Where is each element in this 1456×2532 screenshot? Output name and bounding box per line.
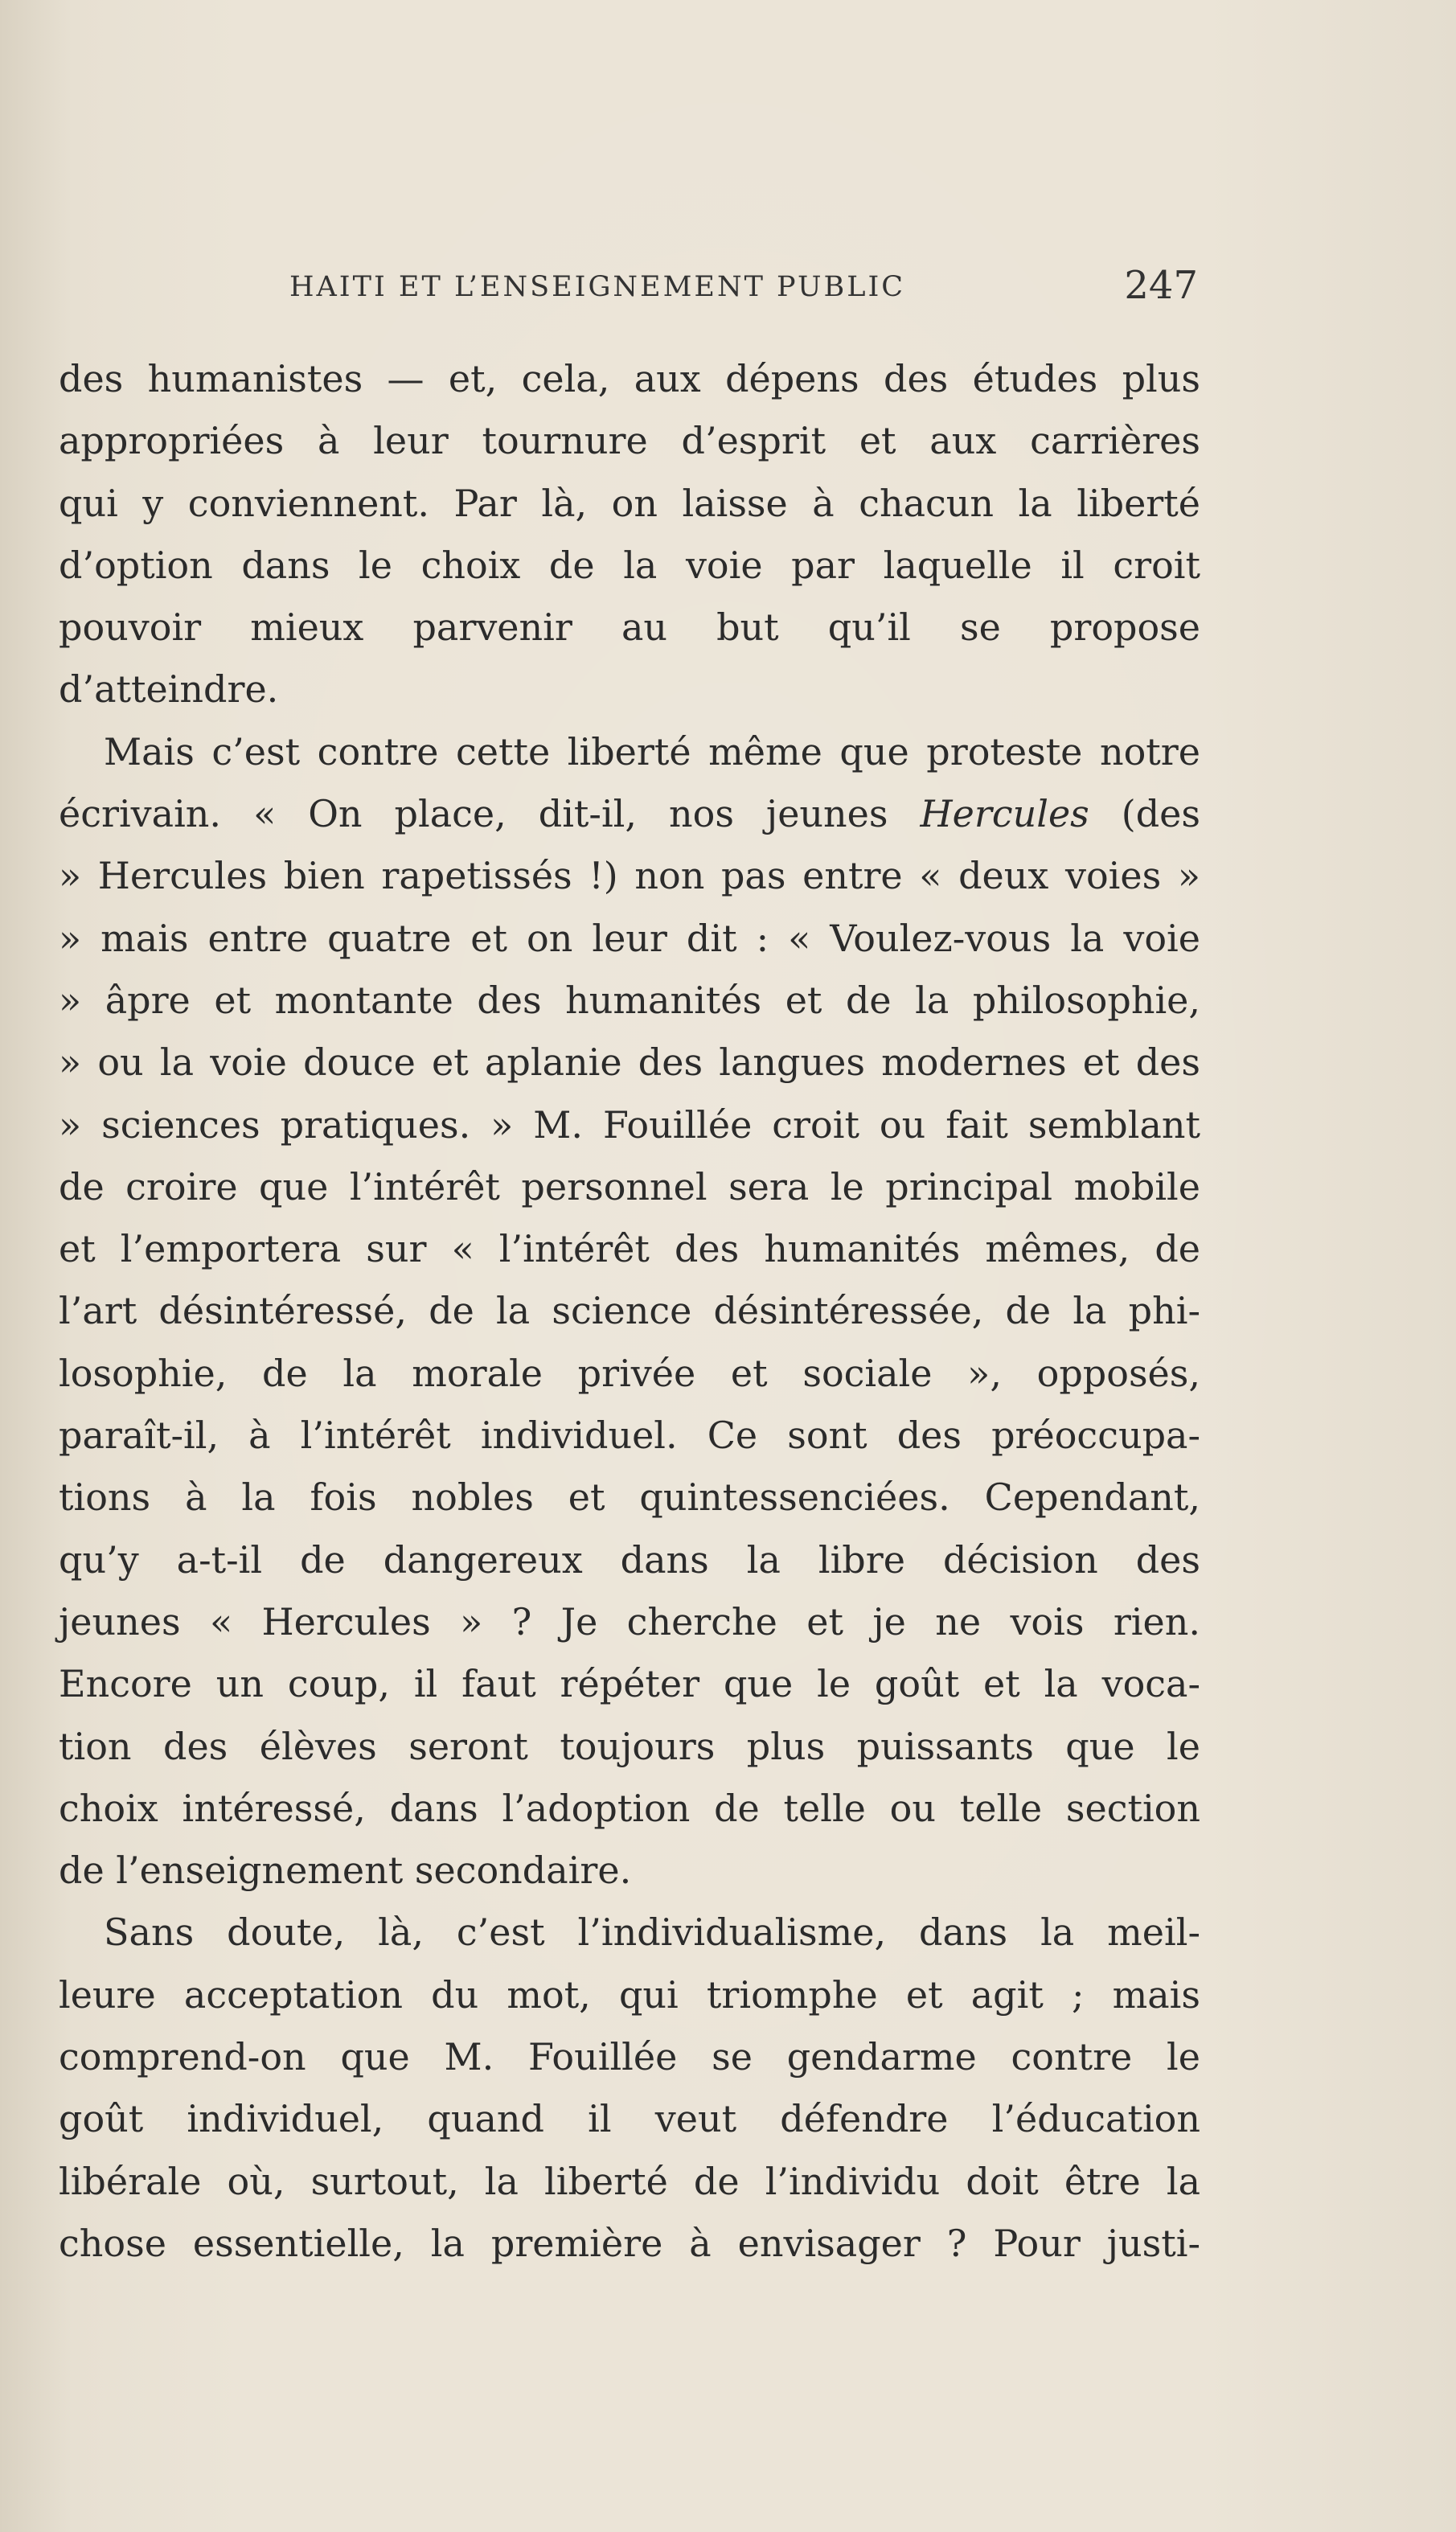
- text-line: » ou la voie douce et aplanie des langues modernes et des: [59, 1040, 1200, 1085]
- text-line: comprend-on que M. Fouillée se gendarme contre le: [59, 2035, 1200, 2079]
- text-line: appropriées à leur tournure d’esprit et aux carrières: [59, 419, 1200, 463]
- text-line: l’art désintéressé, de la science désintéressée, de la phi-: [59, 1289, 1200, 1333]
- text-line: goût individuel, quand il veut défendre l’éducation: [59, 2097, 1200, 2141]
- text-line: tion des élèves seront toujours plus puissants que le: [59, 1724, 1200, 1768]
- text-line: pouvoir mieux parvenir au but qu’il se propose: [59, 605, 1200, 650]
- text-line: chose essentielle, la première à envisager ? Pour justi-: [59, 2221, 1200, 2265]
- text-line: d’atteindre.: [59, 667, 279, 712]
- text-line: tions à la fois nobles et quintessenciées. Cependant,: [59, 1475, 1200, 1520]
- text-line: des humanistes — et, cela, aux dépens des études plus: [59, 357, 1200, 400]
- text-line: libérale où, surtout, la liberté de l’individu doit être la: [59, 2159, 1200, 2203]
- text-line: Encore un coup, il faut répéter que le goût et la voca-: [59, 1662, 1200, 1706]
- italic-title: Hercules: [920, 792, 1089, 836]
- text-line: » mais entre quatre et on leur dit : « Voulez-vous la voie: [59, 916, 1200, 960]
- page-number: 247: [1124, 263, 1198, 308]
- body-text: [59, 348, 1200, 2275]
- text-line: qui y conviennent. Par là, on laisse à chacun la liberté: [59, 481, 1200, 525]
- text-line: losophie, de la morale privée et sociale », opposés,: [59, 1351, 1200, 1395]
- running-title: HAITI ET L’ENSEIGNEMENT PUBLIC: [289, 271, 906, 303]
- text-line: et l’emportera sur « l’intérêt des humanités mêmes, de: [59, 1227, 1200, 1271]
- running-header: [289, 263, 1198, 311]
- text-line: de l’enseignement secondaire.: [59, 1849, 632, 1893]
- text-line: choix intéressé, dans l’adoption de telle ou telle section: [59, 1786, 1200, 1830]
- text-line: [59, 783, 1200, 845]
- text-line: Mais c’est contre cette liberté même que proteste notre: [104, 729, 1200, 774]
- text-line: de croire que l’intérêt personnel sera le principal mobile: [59, 1164, 1200, 1209]
- text-line: » âpre et montante des humanités et de la philosophie,: [59, 978, 1200, 1022]
- text-line: qu’y a-t-il de dangereux dans la libre décision des: [59, 1537, 1200, 1582]
- text-line: » sciences pratiques. » M. Fouillée croit ou fait semblant: [59, 1102, 1200, 1147]
- text-line: d’option dans le choix de la voie par laquelle il croit: [59, 543, 1200, 587]
- text-line: » Hercules bien rapetissés !) non pas entre « deux voies »: [59, 854, 1200, 898]
- text-line: leure acceptation du mot, qui triomphe et agit ; mais: [59, 1972, 1200, 2017]
- text-line-before-italic: écrivain. « On place, dit-il, nos jeunes: [59, 792, 921, 836]
- text-line: paraît-il, à l’intérêt individuel. Ce sont des préoccupa-: [59, 1414, 1200, 1458]
- text-line: Sans doute, là, c’est l’individualisme, dans la meil-: [104, 1910, 1200, 1955]
- text-line-after-italic: (des: [1089, 792, 1201, 836]
- text-line: jeunes « Hercules » ? Je cherche et je ne vois rien.: [59, 1599, 1200, 1644]
